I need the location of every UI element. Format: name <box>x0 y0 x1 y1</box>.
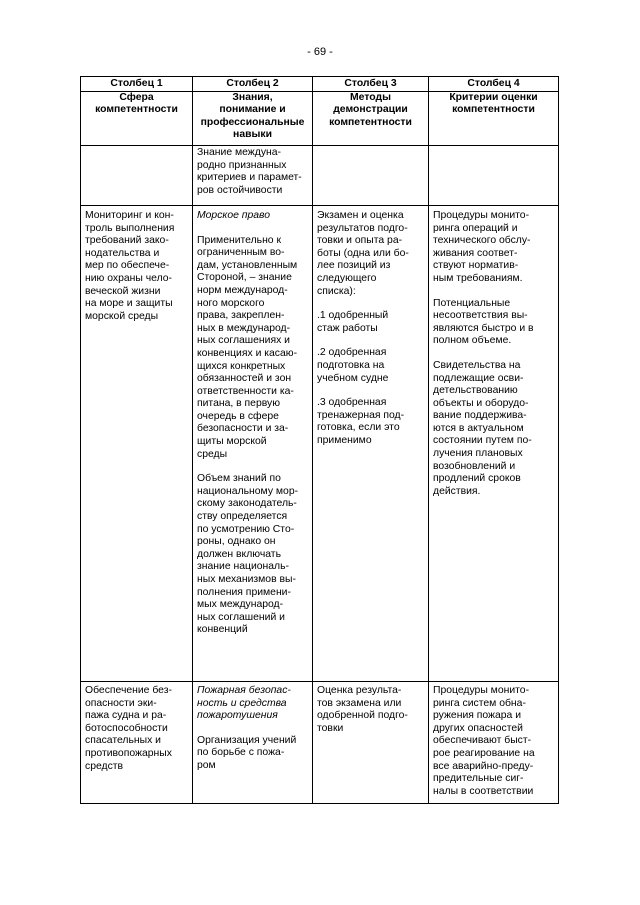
table-row <box>81 145 559 205</box>
column-3-heading: Методы демонстрации компетентности <box>313 91 429 145</box>
criteria-paragraph: Процедуры монито- ринга систем обна- ружения пожара и других опасностей обеспечивают быст- рое реагирование на все аварийно-преду- предительные сиг- налы в соответствии <box>433 684 535 797</box>
row2-knowledge-cell <box>193 205 313 681</box>
methods-paragraph: Экзамен и оценка результатов подго- товки и опыта ра- боты (одна или бо- лее позиций из следующего списка): <box>317 209 409 297</box>
methods-list-item: .1 одобренный стаж работы <box>317 310 389 334</box>
knowledge-title: Морское право <box>197 209 271 221</box>
knowledge-paragraph: Применительно к ограниченным во- дам, установленным Стороной, – знание норм международ- ного морского права, закреплен- ных в международ- ных соглашениях и конвенциях и касаю- щихся конкретных обязанностей и зон ответственности ка- питана, в первую очередь в сфере безопасности и за- щиты морской среды <box>197 234 298 460</box>
row2-competence-cell <box>81 205 193 681</box>
methods-paragraph: Оценка результа- тов экзамена или одобренной подго- товки <box>317 684 408 734</box>
column-3-number: Столбец 3 <box>313 77 429 92</box>
column-1-number: Столбец 1 <box>81 77 193 92</box>
competence-table <box>80 76 559 804</box>
knowledge-paragraph: Организация учений по борьбе с пожа- ром <box>197 734 297 771</box>
competence-text: Мониторинг и кон- троль выполнения требований зако- нодательства и мер по обеспече- нию охраны чело- веческой жизни на море и защиты морской среды <box>85 209 175 322</box>
column-4-number: Столбец 4 <box>429 77 559 92</box>
row2-criteria-cell <box>429 205 559 681</box>
column-1-heading: Сфера компетентности <box>81 91 193 145</box>
methods-list-item: .3 одобренная тренажерная под- готовка, если это применимо <box>317 397 405 446</box>
row3-methods-cell <box>313 681 429 803</box>
competence-text: Обеспечение без- опасности эки- пажа судна и ра- ботоспособности спасательных и противопожарных средств <box>85 684 172 772</box>
row1-methods-cell <box>313 145 429 205</box>
table-row <box>81 205 559 681</box>
row3-competence-cell <box>81 681 193 803</box>
row1-criteria-cell <box>429 145 559 205</box>
column-2-heading: Знания, понимание и профессиональные навыки <box>193 91 313 145</box>
page-number: - 69 - <box>307 46 333 58</box>
row2-methods-cell <box>313 205 429 681</box>
row1-knowledge-cell: Знание междуна- родно признанных критериев и парамет- ров остойчивости <box>193 145 313 205</box>
row3-knowledge-cell <box>193 681 313 803</box>
table-row <box>81 681 559 803</box>
criteria-paragraph: Процедуры монито- ринга операций и технического обслу- живания соответ- ствуют норматив- ным требованиям. <box>433 209 531 284</box>
methods-list-item: .2 одобренная подготовка на учебном судне <box>317 347 389 384</box>
row1-competence-cell <box>81 145 193 205</box>
knowledge-paragraph: Объем знаний по национальному мор- скому законодатель- ству определяется по усмотрению Сто- роны, однако он должен включать знание националь- ных механизмов вы- полнения примени- мых международ- ных соглашений и конвенций <box>197 473 299 636</box>
criteria-paragraph: Свидетельства на подлежащие осви- детельствованию объекты и оборудо- вание поддержива- ются в актуальном состоянии путем по- лучения плановых возобновлений и продлений сроков действия. <box>433 359 532 497</box>
header-name-row <box>81 91 559 145</box>
row3-criteria-cell <box>429 681 559 803</box>
knowledge-title: Пожарная безопас- ность и средства пожаротушения <box>197 684 291 722</box>
header-number-row <box>81 77 559 92</box>
column-2-number: Столбец 2 <box>193 77 313 92</box>
criteria-paragraph: Потенциальные несоответствия вы- являются быстро и в полном объеме. <box>433 297 534 347</box>
column-4-heading: Критерии оценки компетентности <box>429 91 559 145</box>
